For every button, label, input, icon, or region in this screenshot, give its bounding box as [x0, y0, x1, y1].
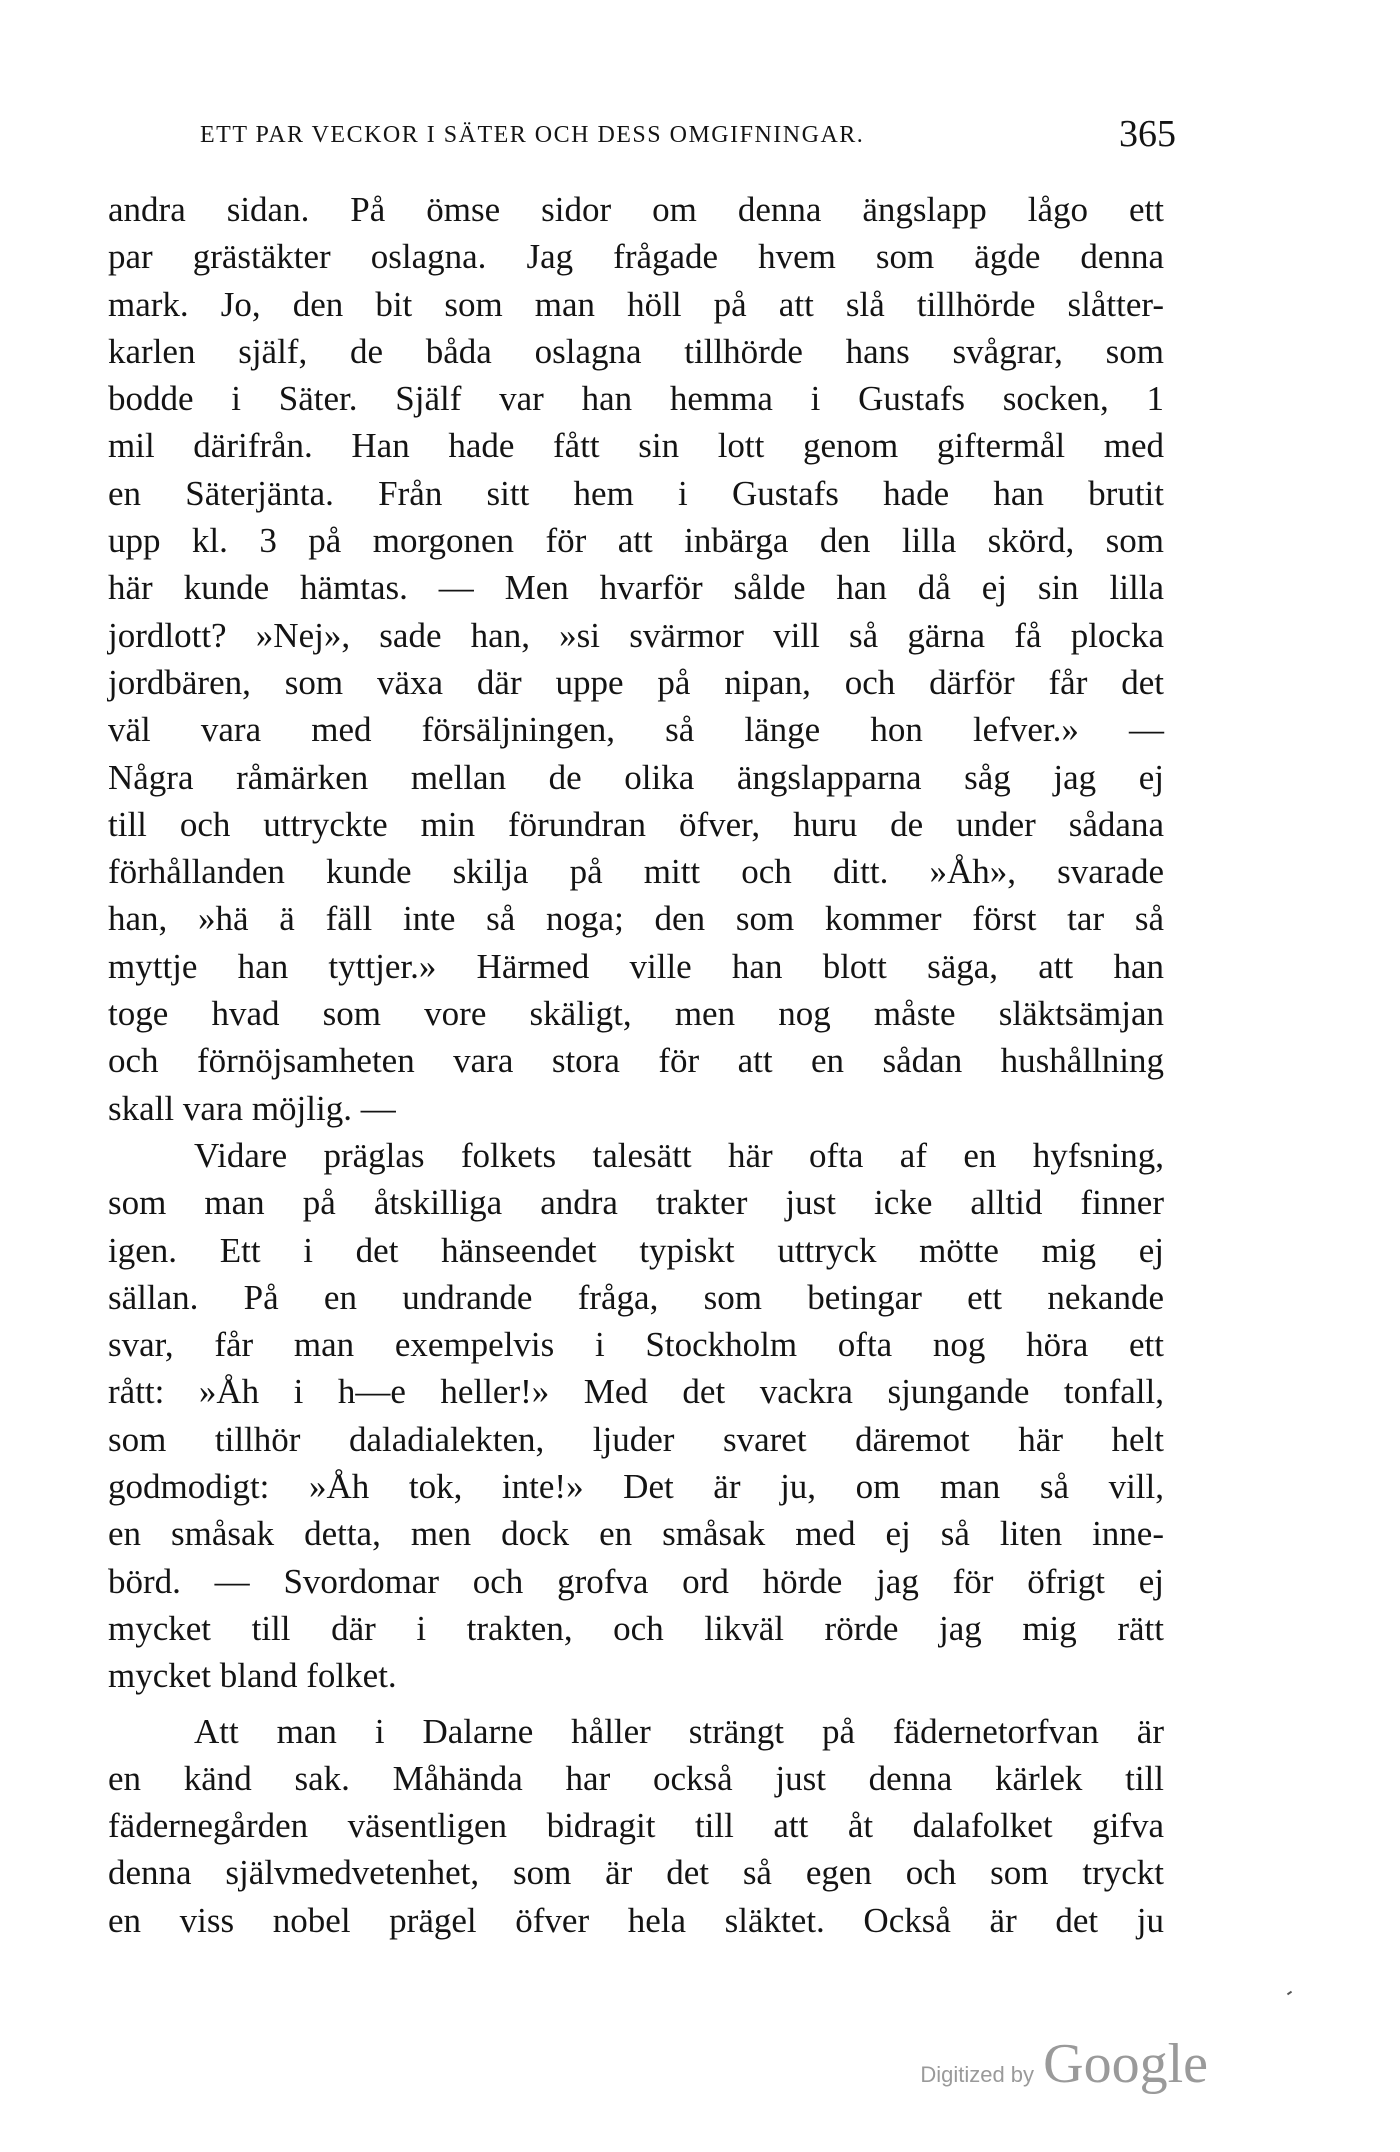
print-speck	[1287, 1991, 1292, 1996]
text-line: han, »hä ä fäll inte så noga; den som kommer först tar så	[108, 899, 1164, 939]
text-line: mycket bland folket.	[108, 1656, 397, 1696]
running-title: ETT PAR VECKOR I SÄTER OCH DESS OMGIFNINGAR.	[200, 122, 865, 148]
text-line: mark. Jo, den bit som man höll på att slå tillhörde slåtter-	[108, 284, 1164, 324]
text-line: karlen själf, de båda oslagna tillhörde hans svågrar, som	[108, 331, 1164, 371]
text-line: svar, får man exempelvis i Stockholm ofta nog höra ett	[108, 1325, 1164, 1365]
text-line: en känd sak. Måhända har också just denna kärlek till	[108, 1758, 1164, 1798]
paragraph-2	[108, 1132, 1164, 1700]
text-line: denna självmedvetenhet, som är det så egen och som tryckt	[108, 1853, 1164, 1893]
paragraph-1	[108, 186, 1164, 1132]
text-line: väl vara med försäljningen, så länge hon lefver.» —	[108, 710, 1164, 750]
text-line: skall vara möjlig. —	[108, 1088, 396, 1128]
text-line: toge hvad som vore skäligt, men nog måste släktsämjan	[108, 994, 1164, 1034]
text-line: en viss nobel prägel öfver hela släktet. Också är det ju	[108, 1900, 1164, 1940]
text-line: en Säterjänta. Från sitt hem i Gustafs hade han brutit	[108, 473, 1164, 513]
digitized-by-text: Digitized by	[920, 2062, 1035, 2087]
text-line: som tillhör daladialekten, ljuder svaret däremot här helt	[108, 1419, 1164, 1459]
text-line: upp kl. 3 på morgonen för att inbärga den lilla skörd, som	[108, 521, 1164, 561]
text-line: förhållanden kunde skilja på mitt och ditt. »Åh», svarade	[108, 852, 1164, 892]
text-line: igen. Ett i det hänseendet typiskt uttryck mötte mig ej	[108, 1230, 1164, 1270]
paragraph-gap	[108, 1700, 1164, 1708]
text-line: till och uttryckte min förundran öfver, huru de under sådana	[108, 804, 1164, 844]
text-line: Vidare präglas folkets talesätt här ofta af en hyfsning,	[194, 1135, 1164, 1175]
google-logo: Google	[1043, 2033, 1208, 2095]
text-line: rått: »Åh i h—e heller!» Med det vackra sjungande tonfall,	[108, 1372, 1164, 1412]
body-text	[108, 186, 1164, 1944]
text-line: jordlott? »Nej», sade han, »si svärmor vill så gärna få plocka	[108, 615, 1164, 655]
text-line: en småsak detta, men dock en småsak med ej så liten inne-	[108, 1514, 1164, 1554]
text-line: myttje han tyttjer.» Härmed ville han blott säga, att han	[108, 946, 1164, 986]
text-line: andra sidan. På ömse sidor om denna ängslapp lågo ett	[108, 190, 1164, 229]
text-line: bodde i Säter. Själf var han hemma i Gustafs socken, 1	[108, 379, 1164, 419]
paragraph-3	[108, 1708, 1164, 1944]
digitized-watermark	[920, 2032, 1208, 2102]
text-line: som man på åtskilliga andra trakter just icke alltid finner	[108, 1183, 1164, 1223]
text-line: Några råmärken mellan de olika ängslapparna såg jag ej	[108, 757, 1164, 797]
text-line: börd. — Svordomar och grofva ord hörde jag för öfrigt ej	[108, 1561, 1164, 1601]
text-line: fädernegården väsentligen bidragit till att åt dalafolket gifva	[108, 1806, 1164, 1846]
text-line: här kunde hämtas. — Men hvarför sålde han då ej sin lilla	[108, 568, 1164, 608]
text-line: Att man i Dalarne håller strängt på fädernetorfvan är	[194, 1711, 1164, 1751]
text-line: sällan. På en undrande fråga, som betingar ett nekande	[108, 1277, 1164, 1317]
text-line: godmodigt: »Åh tok, inte!» Det är ju, om man så vill,	[108, 1467, 1164, 1507]
running-header	[200, 112, 1176, 162]
text-line: mycket till där i trakten, och likväl rörde jag mig rätt	[108, 1608, 1164, 1648]
text-line: jordbären, som växa där uppe på nipan, och därför får det	[108, 662, 1164, 702]
text-line: mil därifrån. Han hade fått sin lott genom giftermål med	[108, 426, 1164, 466]
text-line: par grästäkter oslagna. Jag frågade hvem som ägde denna	[108, 237, 1164, 277]
text-line: och förnöjsamheten vara stora för att en sådan hushållning	[108, 1041, 1164, 1081]
page-number: 365	[1119, 113, 1176, 155]
